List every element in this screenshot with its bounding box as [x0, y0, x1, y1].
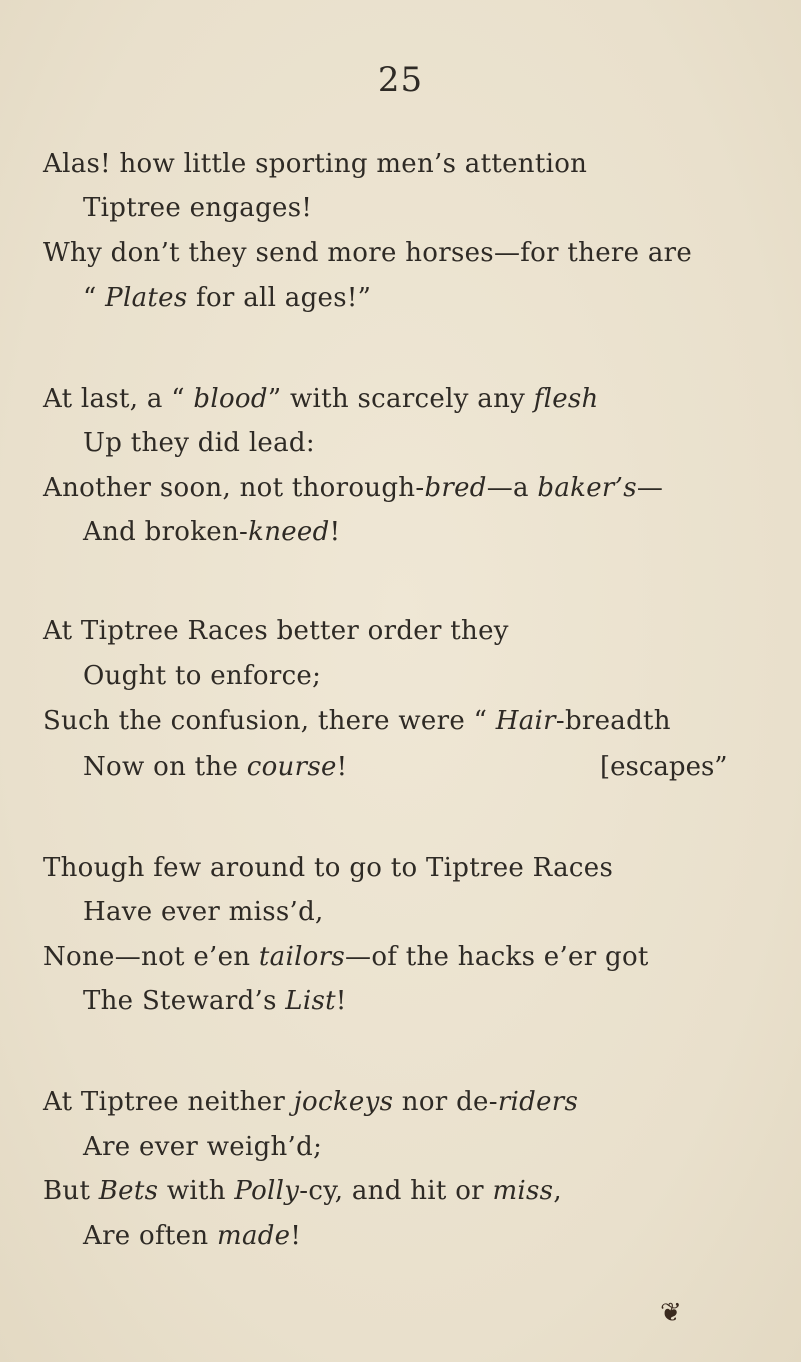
poem-line: At last, a “ blood” with scarcely any flesh [43, 384, 599, 414]
turnover-word: [escapes” [600, 752, 728, 782]
fleuron-icon: ❦ [660, 1298, 682, 1328]
page-number: 25 [377, 60, 424, 100]
poem-line: Up they did lead: [83, 428, 315, 458]
poem-line: And broken-kneed! [83, 517, 341, 547]
poem-line: At Tiptree neither jockeys nor de-riders [43, 1087, 579, 1117]
poem-line: Now on the course! [83, 752, 348, 782]
poem-line: Tiptree engages! [83, 193, 313, 223]
poem-line: Alas! how little sporting men’s attention [43, 149, 588, 179]
poem-line: Though few around to go to Tiptree Races [43, 853, 614, 883]
poem-line: None—not e’en tailors—of the hacks e’er got [43, 942, 649, 972]
poem-line: At Tiptree Races better order they [43, 616, 509, 646]
poem-line: Such the confusion, there were “ Hair-breadth [43, 706, 671, 736]
poem-line: Another soon, not thorough-bred—a baker’s— [43, 473, 664, 503]
poem-line: “ Plates for all ages!” [83, 283, 372, 313]
poem-line: Why don’t they send more horses—for there are [43, 238, 693, 268]
poem-line: Have ever miss’d, [83, 897, 324, 927]
poem-line: The Steward’s List! [83, 986, 347, 1016]
poem-line: Are often made! [83, 1221, 302, 1251]
poem-line: Are ever weigh’d; [83, 1132, 323, 1162]
poem-line: But Bets with Polly-cy, and hit or miss, [43, 1176, 562, 1206]
poem-line: Ought to enforce; [83, 661, 322, 691]
